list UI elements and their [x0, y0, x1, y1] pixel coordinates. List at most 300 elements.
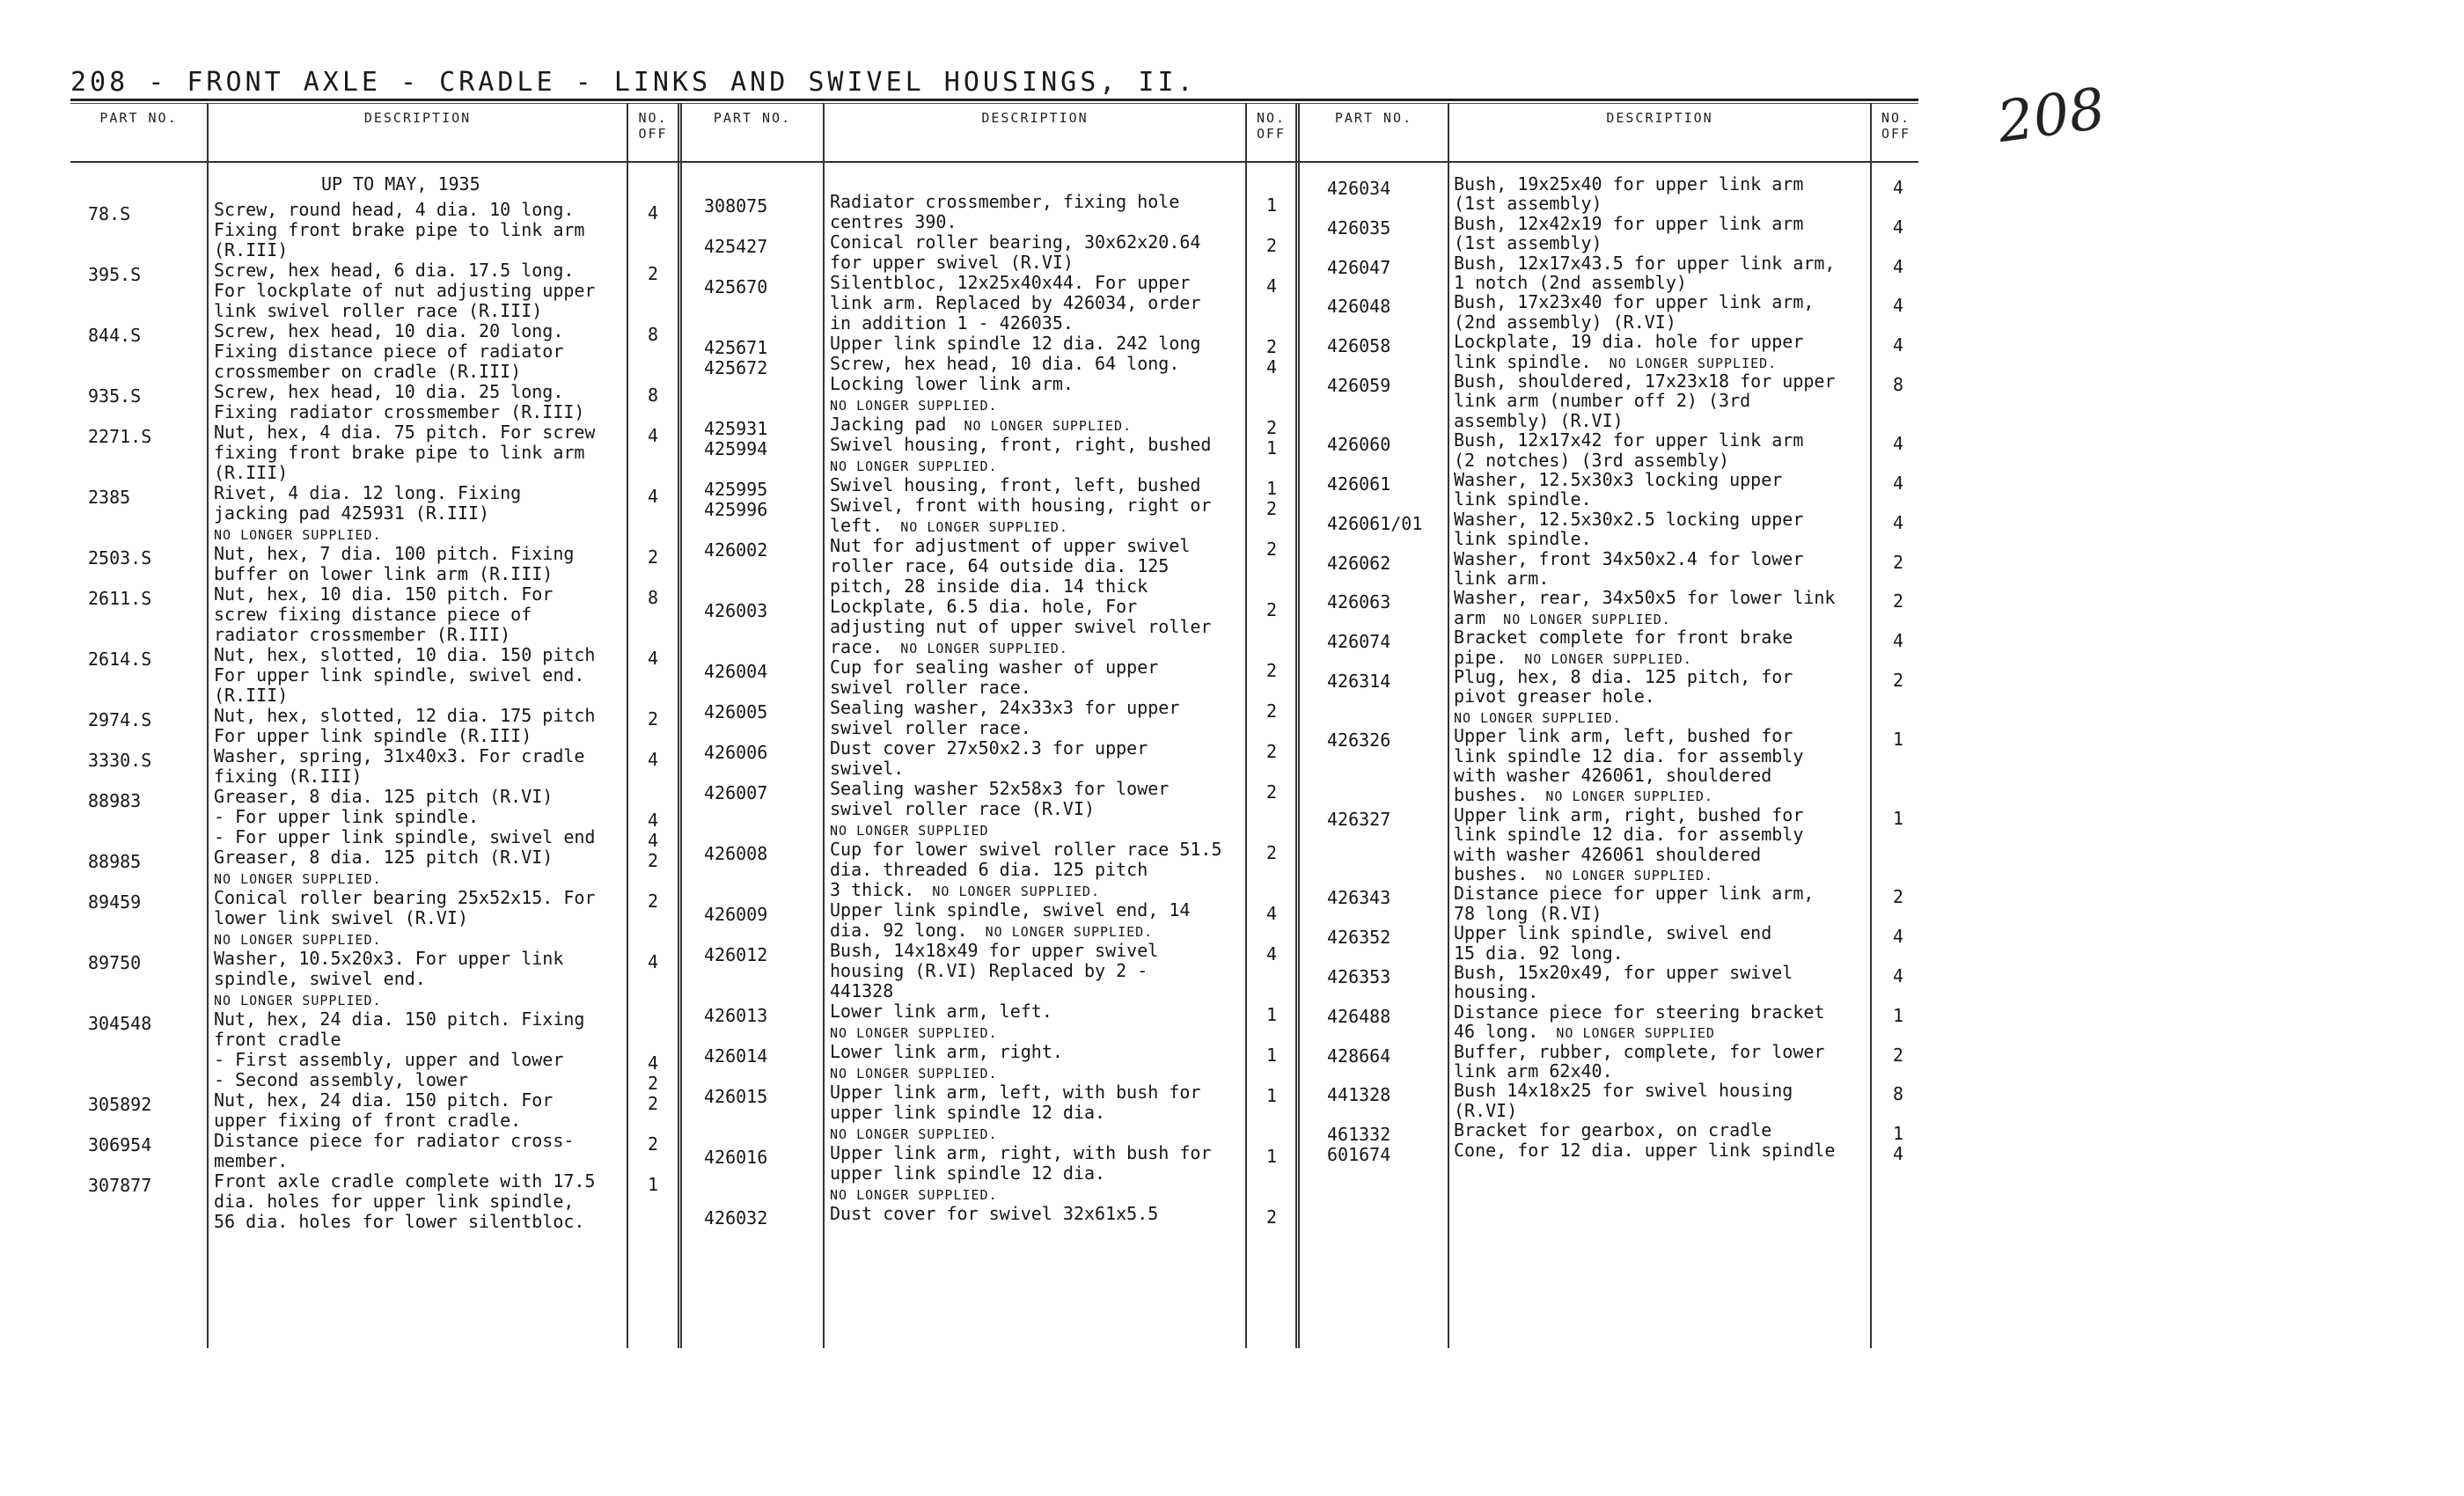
- description-text: Upper link arm, right, bushed for link spindle 12 dia. for assembly with washer 426061 shouldered bushes.: [1454, 803, 1804, 885]
- part-description: [214, 1171, 595, 1232]
- part-number: 426048: [1327, 296, 1391, 318]
- header-off: OFF: [638, 126, 668, 142]
- part-description: [1454, 884, 1814, 923]
- description-text: Greaser, 8 dia. 125 pitch (R.VI): [214, 847, 554, 868]
- description-text: Bracket for gearbox, on cradle: [1454, 1119, 1772, 1141]
- part-number: 395.S: [88, 264, 142, 285]
- part-description: [214, 787, 595, 847]
- part-description: [1454, 214, 1803, 253]
- part-description: [1454, 174, 1803, 214]
- description-text: Swivel housing, front, right, bushed: [830, 434, 1212, 455]
- part-number: 306954: [88, 1134, 152, 1155]
- quantity-off: 4: [1892, 630, 1904, 652]
- description-text: Upper link arm, right, with bush for upper link spindle 12 dia.: [830, 1142, 1212, 1184]
- part-description: [1454, 805, 1803, 886]
- title-rule: [70, 99, 1918, 101]
- part-description: [1454, 963, 1793, 1002]
- part-description: [214, 1131, 574, 1171]
- description-text: Dust cover 27x50x2.3 for upper swivel.: [830, 737, 1148, 779]
- part-description: [214, 645, 595, 706]
- header-description: DESCRIPTION: [363, 110, 472, 126]
- part-description: [830, 536, 1190, 597]
- part-description: [1454, 253, 1835, 293]
- no-longer-supplied-note: NO LONGER SUPPLIED.: [830, 1126, 998, 1142]
- part-description: [214, 422, 595, 483]
- quantity-off: 2: [1265, 781, 1278, 803]
- description-text: Screw, round head, 4 dia. 10 long. Fixing front brake pipe to link arm (R.III): [214, 199, 585, 260]
- description-text: Upper link arm, left, with bush for upper link spindle 12 dia.: [830, 1082, 1201, 1123]
- quantity-off: 2: [1892, 590, 1904, 612]
- part-description: [830, 354, 1179, 416]
- description-text: Bracket complete for front brake pipe.: [1454, 627, 1793, 668]
- part-number: 426006: [704, 742, 768, 763]
- quantity-off: 1: [1265, 1146, 1278, 1167]
- part-description: [830, 1204, 1158, 1224]
- part-number: 426326: [1327, 730, 1391, 752]
- description-text: Upper link arm, left, bushed for link spindle 12 dia. for assembly with washer 426061, shouldered bushes.: [1454, 725, 1804, 806]
- page-title: 208 - FRONT AXLE - CRADLE - LINKS AND SWIVEL HOUSINGS, II.: [70, 67, 1197, 98]
- part-description: [830, 435, 1211, 477]
- divider-double: [1295, 103, 1300, 1348]
- quantity-off: 2: [647, 263, 659, 284]
- part-number: 426032: [704, 1207, 768, 1228]
- quantity-off: 2: [647, 891, 659, 912]
- part-description: [214, 544, 574, 584]
- part-description: [1454, 1140, 1835, 1160]
- quantity-off: 2: [1265, 599, 1278, 620]
- part-description: [830, 1001, 1052, 1044]
- no-longer-supplied-note: NO LONGER SUPPLIED.: [1591, 355, 1778, 371]
- part-number: 78.S: [88, 203, 131, 224]
- description-text: Radiator crossmember, fixing hole centres 390.: [830, 191, 1180, 232]
- quantity-off: 2: [1265, 741, 1278, 762]
- description-text: Nut, hex, 7 dia. 100 pitch. Fixing buffer on lower link arm (R.III): [214, 543, 575, 584]
- quantity-off: 1: [1892, 1123, 1904, 1145]
- description-text: Cup for sealing washer of upper swivel roller race.: [830, 656, 1159, 698]
- part-number: 426015: [704, 1086, 768, 1107]
- no-longer-supplied-note: NO LONGER SUPPLIED.: [1507, 650, 1692, 667]
- part-number: 426353: [1327, 966, 1391, 987]
- part-description: [1454, 667, 1793, 728]
- quantity-off: 2: [1265, 660, 1278, 681]
- quantity-off: 1: [1892, 807, 1904, 829]
- part-description: [830, 840, 1222, 902]
- description-text: Nut for adjustment of upper swivel roller race, 64 outside dia. 125 pitch, 28 inside dia. 14 thick: [830, 535, 1191, 597]
- divider: [1448, 103, 1449, 1348]
- part-number: 426060: [1327, 434, 1391, 456]
- description-text: Cone, for 12 dia. upper link spindle: [1454, 1139, 1836, 1161]
- quantity-off: 1: [1265, 1085, 1278, 1106]
- divider: [627, 103, 628, 1348]
- no-longer-supplied-note: NO LONGER SUPPLIED.: [830, 1066, 998, 1082]
- part-number: 426063: [1327, 591, 1391, 613]
- quantity-off: 4: [647, 648, 659, 669]
- description-text: Jacking pad: [830, 414, 947, 435]
- description-text: Dust cover for swivel 32x61x5.5: [830, 1203, 1159, 1224]
- quantity-off: 8: [647, 385, 659, 406]
- part-number: 3330.S: [88, 750, 152, 771]
- quantity-off: 2: [1265, 235, 1278, 256]
- header-no: NO.: [638, 110, 668, 126]
- quantity-off: 4 2: [647, 1052, 659, 1094]
- quantity-off: 4: [647, 486, 659, 507]
- part-description: [1454, 627, 1793, 669]
- quantity-off: 8: [1892, 374, 1904, 395]
- part-description: [214, 260, 595, 321]
- description-text: Bush, 14x18x49 for upper swivel housing (R.VI) Replaced by 2 - 441328: [830, 940, 1159, 1001]
- part-description: [830, 232, 1200, 273]
- quantity-off: 2: [1265, 539, 1278, 560]
- description-text: Nut, hex, 24 dia. 150 pitch. Fixing front cradle - First assembly, upper and lower - Second assembly, lower: [214, 1008, 585, 1090]
- quantity-off: 2: [1265, 842, 1278, 863]
- quantity-off: 4: [1265, 356, 1278, 378]
- part-description: [1454, 726, 1803, 807]
- part-number: 426008: [704, 843, 768, 864]
- part-description: [830, 941, 1158, 1001]
- part-description: [214, 1090, 553, 1131]
- part-description: [1454, 549, 1803, 589]
- part-number: 425671: [704, 337, 768, 358]
- header-off: OFF: [1881, 126, 1911, 142]
- quantity-off: 4 4: [647, 810, 659, 851]
- description-text: Washer, spring, 31x40x3. For cradle fixing (R.III): [214, 745, 585, 787]
- quantity-off: 2: [1892, 670, 1904, 691]
- quantity-off: 2: [647, 1133, 659, 1155]
- header-rule: [70, 161, 1918, 163]
- description-text: Washer, 12.5x30x2.5 locking upper link spindle.: [1454, 508, 1804, 550]
- quantity-off: 2: [1265, 700, 1278, 722]
- divider: [207, 103, 209, 1348]
- quantity-off: 4: [1892, 216, 1904, 238]
- quantity-off: 2: [647, 546, 659, 568]
- no-longer-supplied-note: NO LONGER SUPPLIED.: [946, 418, 1133, 434]
- description-text: Plug, hex, 8 dia. 125 pitch, for pivot greaser hole.: [1454, 666, 1793, 708]
- part-number: 426327: [1327, 808, 1391, 830]
- description-text: Screw, hex head, 10 dia. 20 long. Fixing distance piece of radiator crossmember on cradle (R.III): [214, 320, 564, 382]
- no-longer-supplied-note: NO LONGER SUPPLIED.: [1485, 611, 1671, 627]
- description-text: Nut, hex, 24 dia. 150 pitch. For upper fixing of front cradle.: [214, 1089, 554, 1131]
- description-text: Bush, 19x25x40 for upper link arm (1st assembly): [1454, 173, 1804, 215]
- part-number: 425994: [704, 438, 768, 459]
- header-no-off: [1872, 110, 1920, 142]
- quantity-off: 8: [647, 324, 659, 345]
- part-number: 426352: [1327, 927, 1391, 949]
- part-number: 426014: [704, 1045, 768, 1067]
- no-longer-supplied-note: NO LONGER SUPPLIED.: [883, 641, 1068, 656]
- part-number: 308075: [704, 195, 768, 216]
- description-text: Swivel, front with housing, right or left.: [830, 495, 1212, 536]
- part-description: [1454, 292, 1814, 332]
- part-number: 426003: [704, 600, 768, 621]
- quantity-off: 1: [1265, 194, 1278, 216]
- part-description: [214, 706, 595, 746]
- description-text: Bush 14x18x25 for swivel housing (R.VI): [1454, 1080, 1793, 1121]
- part-description: [214, 483, 521, 546]
- header-no-off: [1247, 110, 1295, 142]
- part-number: 307877: [88, 1175, 152, 1196]
- divider: [1870, 103, 1872, 1348]
- quantity-off: 4: [647, 425, 659, 446]
- part-number: 304548: [88, 1013, 152, 1034]
- description-text: Nut, hex, 10 dia. 150 pitch. For screw fixing distance piece of radiator crossmember (R.III): [214, 583, 554, 645]
- description-text: Washer, 12.5x30x3 locking upper link spindle.: [1454, 469, 1783, 510]
- part-number: 426314: [1327, 671, 1391, 692]
- part-number: 425672: [704, 357, 768, 378]
- description-text: Lockplate, 6.5 dia. hole, For adjusting nut of upper swivel roller race.: [830, 596, 1212, 657]
- no-longer-supplied-note: NO LONGER SUPPLIED.: [214, 527, 382, 543]
- quantity-off: 2: [1265, 417, 1278, 438]
- part-number: 425996: [704, 499, 768, 520]
- part-description: [830, 698, 1179, 738]
- no-longer-supplied-note: NO LONGER SUPPLIED.: [830, 398, 998, 414]
- description-text: Washer, front 34x50x2.4 for lower link arm.: [1454, 547, 1804, 589]
- part-number: 2614.S: [88, 649, 152, 670]
- quantity-off: 1: [1892, 1004, 1904, 1026]
- part-number: 426062: [1327, 552, 1391, 574]
- part-number: 935.S: [88, 385, 142, 407]
- quantity-off: 2: [1265, 498, 1278, 519]
- part-number: 426009: [704, 904, 768, 925]
- header-part-no: PART NO.: [713, 110, 792, 126]
- description-text: Silentbloc, 12x25x40x44. For upper link arm. Replaced by 426034, order in addition 1 - 426035.: [830, 272, 1201, 334]
- part-number: 426343: [1327, 887, 1391, 909]
- part-number: 426007: [704, 782, 768, 803]
- header-no: NO.: [1256, 110, 1287, 126]
- quantity-off: 1: [1892, 729, 1904, 751]
- description-text: Rivet, 4 dia. 12 long. Fixing jacking pad 425931 (R.III): [214, 482, 522, 524]
- description-text: Nut, hex, slotted, 10 dia. 150 pitch For upper link spindle, swivel end. (R.III): [214, 644, 596, 706]
- no-longer-supplied-note: NO LONGER SUPPLIED.: [967, 924, 1154, 940]
- header-description: DESCRIPTION: [1606, 110, 1713, 126]
- part-number: 2611.S: [88, 588, 152, 609]
- description-text: Nut, hex, 4 dia. 75 pitch. For screw fixing front brake pipe to link arm (R.III): [214, 422, 596, 483]
- quantity-off: 4: [647, 749, 659, 770]
- part-number: 426061: [1327, 473, 1391, 495]
- description-text: Sealing washer, 24x33x3 for upper swivel roller race.: [830, 697, 1180, 738]
- quantity-off: 4: [647, 202, 659, 224]
- no-longer-supplied-note: NO LONGER SUPPLIED: [830, 823, 989, 839]
- description-text: Conical roller bearing 25x52x15. For lower link swivel (R.VI): [214, 887, 596, 928]
- part-description: [830, 1143, 1211, 1206]
- quantity-off: 4: [1265, 275, 1278, 297]
- part-number: 426005: [704, 701, 768, 722]
- description-text: Bush, 15x20x49, for upper swivel housing.: [1454, 962, 1793, 1003]
- part-description: [214, 888, 595, 950]
- quantity-off: 4: [1892, 295, 1904, 317]
- quantity-off: 4: [1892, 965, 1904, 986]
- no-longer-supplied-note: NO LONGER SUPPLIED.: [830, 1187, 998, 1203]
- quantity-off: 1: [1265, 1045, 1278, 1066]
- part-number: 426004: [704, 661, 768, 682]
- part-number: 2385: [88, 487, 131, 508]
- quantity-off: 4: [1892, 255, 1904, 277]
- part-number: 426074: [1327, 631, 1391, 653]
- description-text: Bush, 12x17x43.5 for upper link arm, 1 notch (2nd assembly): [1454, 252, 1836, 293]
- part-number: 426488: [1327, 1005, 1391, 1027]
- quantity-off: 2: [1892, 886, 1904, 908]
- part-description: [1454, 1042, 1824, 1082]
- quantity-off: 1: [647, 1174, 659, 1195]
- part-number: 2271.S: [88, 426, 152, 447]
- part-description: [1454, 470, 1782, 510]
- description-text: Lockplate, 19 dia. hole for upper link spindle.: [1454, 331, 1804, 372]
- part-description: [1454, 1081, 1793, 1120]
- part-description: [1454, 923, 1771, 963]
- part-description: [830, 738, 1148, 779]
- description-text: Washer, rear, 34x50x5 for lower link arm: [1454, 587, 1836, 628]
- quantity-off: 2: [1892, 551, 1904, 573]
- quantity-off: 2: [647, 850, 659, 871]
- no-longer-supplied-note: NO LONGER SUPPLIED.: [830, 458, 998, 474]
- part-number: 426013: [704, 1005, 768, 1026]
- part-number: 426002: [704, 539, 768, 561]
- description-text: Front axle cradle complete with 17.5 dia. holes for upper link spindle, 56 dia. holes for lower silentbloc.: [214, 1170, 596, 1232]
- part-number: 426047: [1327, 256, 1391, 278]
- quantity-off: 4: [647, 951, 659, 972]
- part-description: [214, 847, 553, 890]
- part-number: 601674: [1327, 1143, 1391, 1165]
- part-description: [214, 200, 584, 260]
- part-number: 2974.S: [88, 709, 152, 730]
- part-description: [214, 382, 584, 422]
- quantity-off: 4: [1892, 177, 1904, 198]
- description-text: Screw, hex head, 10 dia. 25 long. Fixing radiator crossmember (R.III): [214, 381, 585, 422]
- part-number: 844.S: [88, 325, 142, 346]
- part-number: 425995: [704, 479, 768, 500]
- quantity-off: 8: [1892, 1083, 1904, 1105]
- description-text: Conical roller bearing, 30x62x20.64 for upper swivel (R.VI): [830, 231, 1201, 273]
- part-number: 89750: [88, 952, 142, 973]
- part-description: [1454, 510, 1803, 549]
- title-rule-thin: [70, 103, 1918, 104]
- divider-double: [678, 103, 682, 1348]
- subheading: UP TO MAY, 1935: [321, 173, 480, 194]
- no-longer-supplied-note: NO LONGER SUPPLIED.: [1454, 709, 1622, 726]
- description-text: Upper link spindle, swivel end 15 dia. 92 long.: [1454, 922, 1772, 964]
- divider: [1245, 103, 1247, 1348]
- part-number: 88985: [88, 851, 142, 872]
- part-description: [214, 321, 563, 382]
- part-description: [1454, 1002, 1824, 1044]
- description-text: Upper link spindle 12 dia. 242 long: [830, 333, 1201, 354]
- handwritten-page-number: 208: [1993, 76, 2109, 157]
- description-text: Cup for lower swivel roller race 51.5 dia. threaded 6 dia. 125 pitch 3 thick.: [830, 839, 1222, 900]
- header-part-no: PART NO.: [99, 110, 178, 126]
- part-description: [830, 273, 1200, 334]
- part-description: [830, 1042, 1063, 1084]
- part-number: 426035: [1327, 216, 1391, 238]
- part-number: 425427: [704, 236, 768, 257]
- part-description: [830, 475, 1200, 495]
- part-number: 426059: [1327, 375, 1391, 396]
- quantity-off: 1: [1265, 437, 1278, 458]
- part-description: [214, 746, 584, 787]
- no-longer-supplied-note: NO LONGER SUPPLIED.: [883, 519, 1068, 535]
- part-number: 461332: [1327, 1124, 1391, 1146]
- part-number: 305892: [88, 1094, 152, 1115]
- part-description: [1454, 588, 1835, 629]
- header-part-no: PART NO.: [1334, 110, 1413, 126]
- no-longer-supplied-note: NO LONGER SUPPLIED.: [1528, 788, 1713, 805]
- part-number: 425931: [704, 418, 768, 439]
- divider: [823, 103, 825, 1348]
- part-number: 88983: [88, 790, 142, 811]
- part-number: 426058: [1327, 335, 1391, 357]
- description-text: Buffer, rubber, complete, for lower link arm 62x40.: [1454, 1040, 1825, 1082]
- part-description: [830, 495, 1211, 538]
- part-number: 426061/01: [1327, 512, 1423, 534]
- part-number: 428664: [1327, 1045, 1391, 1067]
- part-number: 426034: [1327, 178, 1391, 199]
- part-description: [830, 334, 1200, 354]
- part-description: [214, 1009, 584, 1090]
- description-text: Screw, hex head, 6 dia. 17.5 long. For lockplate of nut adjusting upper link swivel roller race (R.III): [214, 260, 596, 321]
- part-description: [830, 597, 1211, 659]
- description-text: Washer, 10.5x20x3. For upper link spindle, swivel end.: [214, 948, 564, 989]
- no-longer-supplied-note: NO LONGER SUPPLIED: [1538, 1025, 1715, 1042]
- part-number: 426012: [704, 944, 768, 965]
- quantity-off: 4: [1892, 433, 1904, 455]
- description-text: Bush, 17x23x40 for upper link arm, (2nd assembly) (R.VI): [1454, 291, 1815, 333]
- part-number: 426016: [704, 1147, 768, 1168]
- quantity-off: 1: [1265, 1004, 1278, 1025]
- quantity-off: 2: [1265, 336, 1278, 357]
- part-description: [214, 584, 553, 645]
- header-description: DESCRIPTION: [981, 110, 1089, 126]
- part-description: [1454, 332, 1803, 373]
- header-off: OFF: [1256, 126, 1287, 142]
- quantity-off: 1: [1265, 478, 1278, 499]
- quantity-off: 2: [647, 1093, 659, 1114]
- part-description: [830, 1082, 1200, 1145]
- no-longer-supplied-note: NO LONGER SUPPLIED.: [214, 993, 382, 1008]
- description-text: Bush, shouldered, 17x23x18 for upper link arm (number off 2) (3rd assembly) (R.VI): [1454, 370, 1836, 431]
- no-longer-supplied-note: NO LONGER SUPPLIED.: [214, 932, 382, 948]
- part-description: [1454, 1120, 1771, 1140]
- no-longer-supplied-note: NO LONGER SUPPLIED.: [914, 884, 1100, 899]
- description-text: Nut, hex, slotted, 12 dia. 175 pitch For upper link spindle (R.III): [214, 705, 596, 746]
- quantity-off: 4: [1892, 1142, 1904, 1164]
- part-description: [1454, 371, 1835, 430]
- no-longer-supplied-note: NO LONGER SUPPLIED.: [214, 871, 382, 887]
- quantity-off: 4: [1265, 903, 1278, 924]
- header-no: NO.: [1881, 110, 1911, 126]
- description-text: Sealing washer 52x58x3 for lower swivel roller race (R.VI): [830, 778, 1170, 819]
- description-text: Distance piece for steering bracket 46 long.: [1454, 1001, 1825, 1043]
- part-number: 89459: [88, 891, 142, 913]
- description-text: Upper link spindle, swivel end, 14 dia. 92 long.: [830, 899, 1191, 941]
- description-text: Bush, 12x17x42 for upper link arm (2 notches) (3rd assembly): [1454, 429, 1804, 471]
- part-description: [830, 900, 1190, 942]
- part-description: [1454, 430, 1803, 470]
- quantity-off: 8: [647, 587, 659, 608]
- quantity-off: 4: [1892, 511, 1904, 533]
- description-text: Swivel housing, front, left, bushed: [830, 474, 1201, 495]
- description-text: Lower link arm, right.: [830, 1041, 1063, 1062]
- quantity-off: 2: [1265, 1206, 1278, 1228]
- part-description: [214, 949, 563, 1011]
- part-description: [830, 779, 1169, 841]
- description-text: Bush, 12x42x19 for upper link arm (1st assembly): [1454, 212, 1804, 254]
- quantity-off: 4: [1892, 334, 1904, 356]
- description-text: Distance piece for upper link arm, 78 long (R.VI): [1454, 883, 1815, 924]
- description-text: Lower link arm, left.: [830, 1001, 1052, 1022]
- part-number: 2503.S: [88, 547, 152, 568]
- quantity-off: 2: [647, 708, 659, 730]
- part-number: 441328: [1327, 1084, 1391, 1106]
- part-description: [830, 657, 1158, 698]
- description-text: Screw, hex head, 10 dia. 64 long. Locking lower link arm.: [830, 353, 1180, 394]
